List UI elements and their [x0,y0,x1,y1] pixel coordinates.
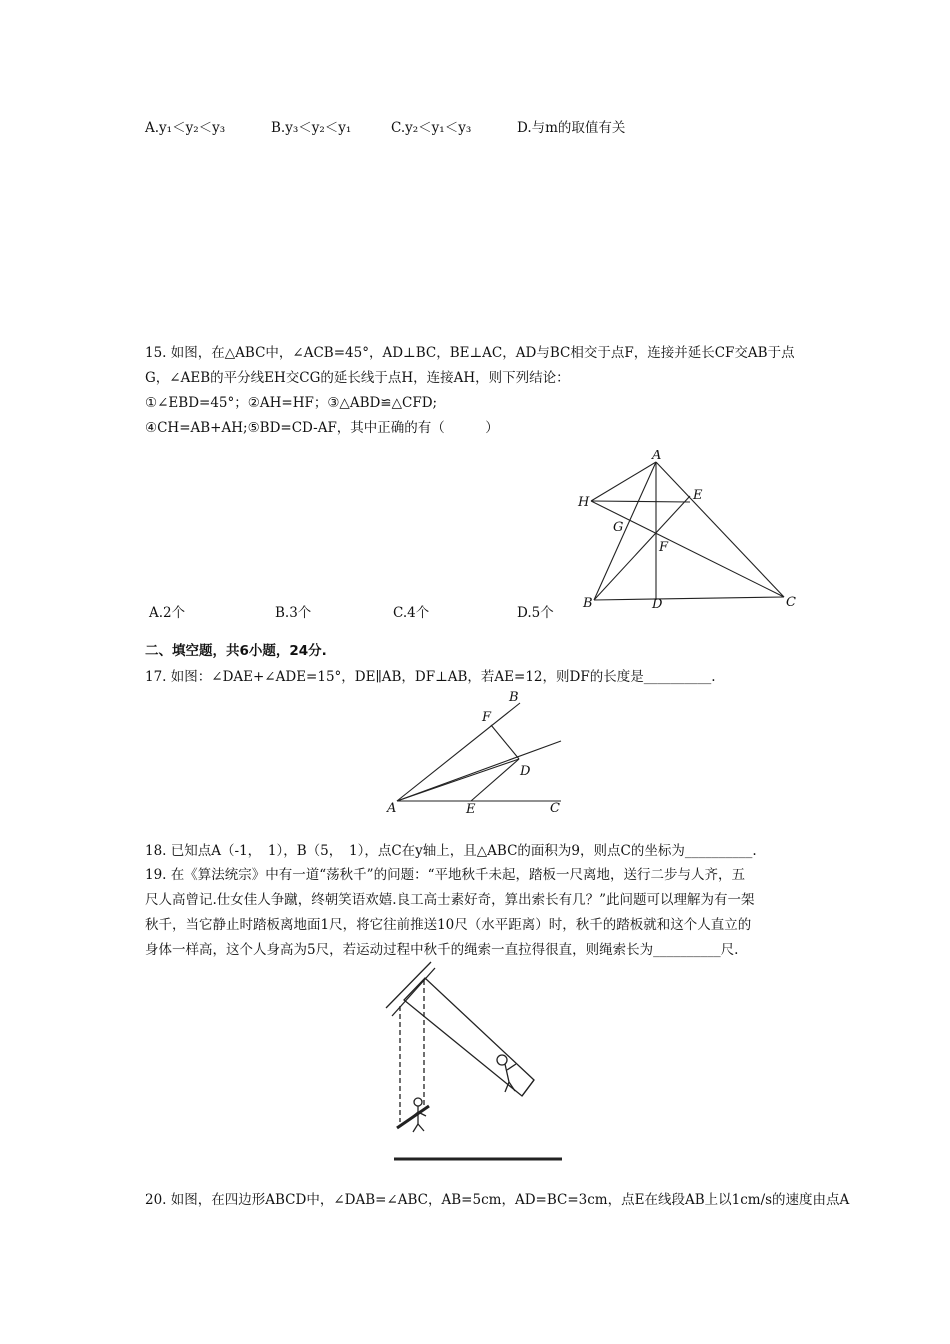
q20-text: 20. 如图，在四边形ABCD中，∠DAB=∠ABC，AB=5cm，AD=BC=3cm，点E在线段AB上以1cm/s的速度由点A [145,1192,850,1208]
q15-label-h: H [578,495,590,510]
q15-option-c: C.4个 [393,605,430,621]
q17-label-d: D [520,764,531,779]
q15-label-c: C [786,595,796,610]
q15-option-b: B.3个 [275,605,312,621]
q15-triangle-figure [570,450,800,620]
q19-line-4: 身体一样高，这个人身高为5尺，若运动过程中秋千的绳索一直拉得很直，则绳索长为__________尺. [145,942,739,958]
q15-line-4: ④CH=AB+AH;⑤BD=CD-AF，其中正确的有（ ） [145,420,499,436]
q14-option-a: A.y₁＜y₂＜y₃ [145,120,226,136]
q17-figure [385,688,565,816]
q17-text: 17. 如图：∠DAE+∠ADE=15°，DE∥AB，DF⊥AB，若AE=12，则DF的长度是__________. [145,669,716,685]
q17-label-a: A [387,801,397,816]
q14-option-c: C.y₂＜y₁＜y₃ [391,120,472,136]
q15-label-f: F [659,540,669,555]
q19-line-2: 尺人高曾记.仕女佳人争蹴，终朝笑语欢嬉.良工高士素好奇，算出索长有几？”此问题可以理解为有一架 [145,892,755,908]
q15-line-2: G，∠AEB的平分线EH交CG的延长线于点H，连接AH，则下列结论： [145,370,570,386]
q14-option-b: B.y₃＜y₂＜y₁ [271,120,352,136]
q19-swing-figure [384,960,564,1166]
section-title: 二、填空题，共6小题，24分. [145,643,327,659]
q15-line-1: 15. 如图，在△ABC中，∠ACB=45°，AD⊥BC，BE⊥AC，AD与BC相交于点F，连接并延长CF交AB于点 [145,345,795,361]
q17-label-c: C [550,801,560,816]
q14-option-d: D.与m的取值有关 [517,120,626,136]
q15-option-a: A.2个 [149,605,186,621]
q17-label-e: E [466,802,476,816]
q17-label-b: B [509,690,519,705]
q15-label-g: G [613,520,624,535]
q17-label-f: F [482,710,492,725]
q19-line-1: 19. 在《算法统宗》中有一道“荡秋千”的问题：“平地秋千未起，踏板一尺离地，送行二步与人齐，五 [145,867,745,883]
q15-label-e: E [693,488,703,503]
q15-label-b: B [583,596,593,611]
q19-line-3: 秋千，当它静止时踏板离地面1尺，将它往前推送10尺（水平距离）时，秋千的踏板就和这个人直立的 [145,917,752,933]
q15-label-d: D [652,597,663,612]
q18-text: 18. 已知点A（-1， 1），B（5， 1），点C在y轴上，且△ABC的面积为9，则点C的坐标为__________. [145,843,757,859]
q15-option-d: D.5个 [517,605,554,621]
q15-label-a: A [652,450,662,463]
q15-line-3: ①∠EBD=45°；②AH=HF；③△ABD≌△CFD; [145,395,438,411]
